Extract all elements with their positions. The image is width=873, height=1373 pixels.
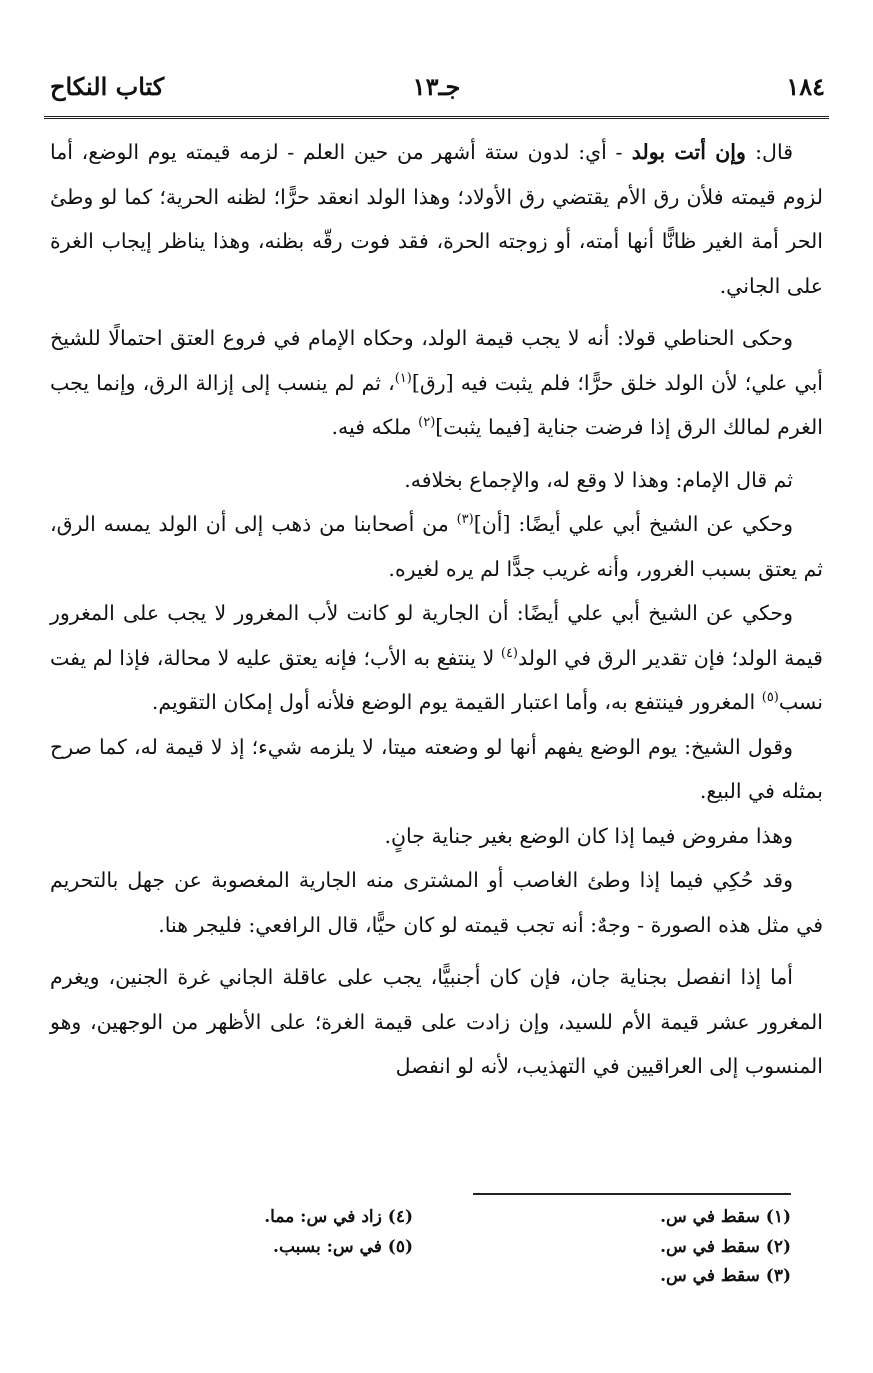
p2-text-c: ملكه فيه. [331, 415, 419, 439]
header-divider [44, 116, 829, 119]
p1-bold-phrase: وإن أتت بولد [622, 140, 756, 164]
volume-label: جـ١٣ [412, 72, 461, 101]
footnote-ref-4[interactable]: (٤) [500, 645, 518, 661]
footnote-1: (١) سقط في س. [660, 1207, 791, 1227]
footnote-2: (٢) سقط في س. [660, 1237, 791, 1257]
footnote-ref-3[interactable]: (٣) [456, 512, 474, 528]
footnote-ref-5[interactable]: (٥) [761, 690, 779, 706]
paragraph-3: ثم قال الإمام: وهذا لا وقع له، والإجماع بخلافه. [404, 467, 793, 492]
p4-text-a: وحكي عن الشيخ أبي علي أيضًا: [أن] [473, 512, 793, 536]
footnote-4: (٤) زاد في س: مما. [264, 1207, 413, 1227]
paragraph-4 [50, 502, 823, 591]
paragraph-2 [50, 316, 823, 450]
book-title: كتاب النكاح [50, 72, 165, 101]
footnote-ref-1[interactable]: (١) [394, 370, 412, 386]
paragraph-1 [50, 130, 823, 308]
paragraph-8: وقد حُكِي فيما إذا وطئ الغاصب أو المشترى منه الجارية المغصوبة عن جهل بالتحريم في مثل هذه الصورة - وجهٌ: أنه تجب قيمته لو كان حيًّا، قال الرافعي: فليجر هنا. [50, 868, 823, 937]
p1-text: - أي: لدون ستة أشهر من حين العلم - لزمه قيمته يوم الوضع، أما لزوم قيمته فلأن رق الأم يقتضي رق الأولاد؛ وهذا الولد انعقد حرًّا؛ لظنه الحرية؛ كما لو وطئ الحر أمة الغير ظانًّا أنها أمته، أو زوجته الحرة، فقد فوت رقّه بظنه، وهذا يناظر إيجاب الغرة على الجاني. [50, 140, 823, 298]
p2-text-b: ، ثم لم ينسب إلى إزالة الرق، وإنما يجب الغرم لمالك الرق إذا فرضت جناية [فيما يثبت] [50, 370, 823, 439]
main-text [50, 130, 823, 1089]
footnote-3: (٣) سقط في س. [660, 1266, 791, 1286]
footnote-divider [473, 1193, 791, 1195]
p2-text-a: وحكى الحناطي قولا: أنه لا يجب قيمة الولد، وحكاه الإمام في فروع العتق احتمالًا للشيخ أبي علي؛ لأن الولد خلق حرًّا؛ فلم يثبت فيه [رق] [50, 326, 823, 395]
paragraph-9: أما إذا انفصل بجناية جان، فإن كان أجنبيًّا، يجب على عاقلة الجاني غرة الجنين، ويغرم المغرور عشر قيمة الأم للسيد، وإن زادت على قيمة الغرة؛ على الأظهر من الوجهين، وهو المنسوب إلى العراقيين في التهذيب، لأنه لو انفصل [50, 965, 823, 1078]
paragraph-7: وهذا مفروض فيما إذا كان الوضع بغير جناية جانٍ. [384, 823, 793, 848]
footnote-5: (٥) في س: بسبب. [273, 1237, 413, 1257]
p5-text-a: وحكي عن الشيخ أبي علي أيضًا: أن الجارية لو كانت لأب المغرور لا يجب على المغرور قيمة الولد؛ فإن تقدير الرق في الولد [50, 601, 823, 670]
paragraph-5 [50, 591, 823, 725]
paragraph-6: وقول الشيخ: يوم الوضع يفهم أنها لو وضعته ميتا، لا يلزمه شيء؛ إذ لا قيمة له، كما صرح بمثله في البيع. [50, 734, 823, 803]
page-header [42, 72, 831, 112]
p5-text-c: المغرور فينتفع به، وأما اعتبار القيمة يوم الوضع فلأنه أول إمكان التقويم. [151, 690, 762, 714]
p4-text-b: من أصحابنا من ذهب إلى أن الولد يمسه الرق، ثم يعتق بسبب الغرور، وأنه غريب جدًّا لم يره لغيره. [50, 512, 823, 581]
p5-text-b: لا ينتفع به الأب؛ فإنه يعتق عليه لا محالة، فإذا لم يفت نسب [50, 645, 823, 714]
p1-lead: قال: [755, 140, 793, 164]
page-number: ١٨٤ [786, 72, 825, 101]
footnote-ref-2[interactable]: (٢) [418, 415, 436, 431]
